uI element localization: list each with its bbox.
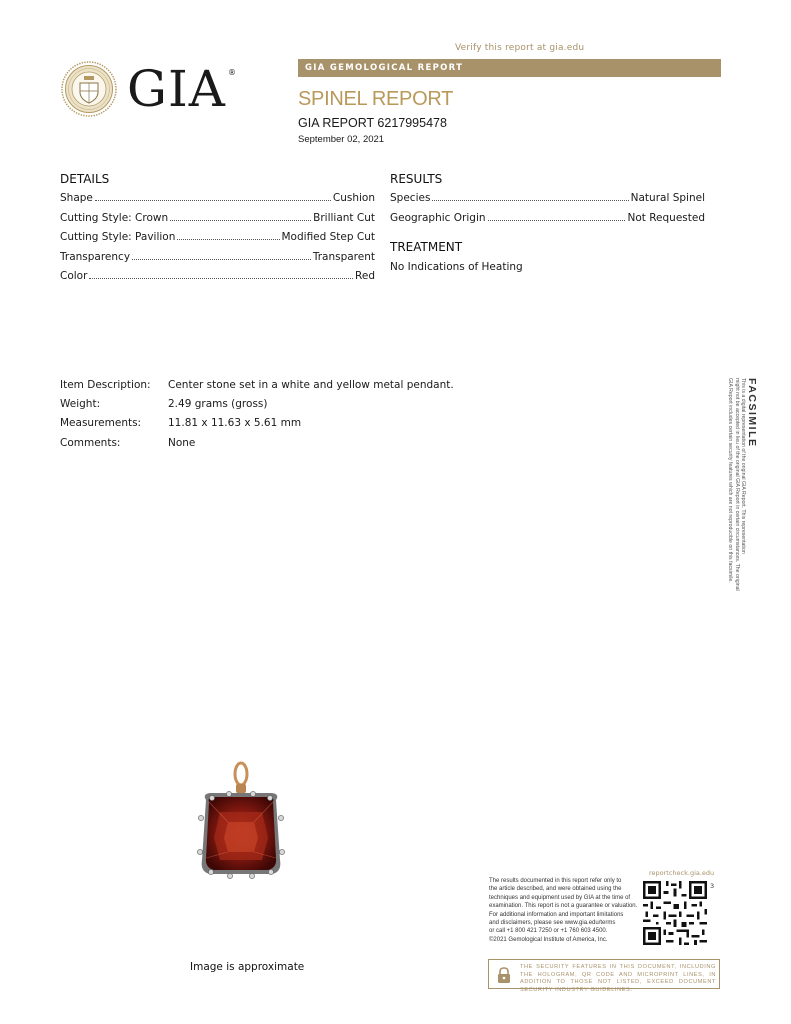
dot-leader (89, 278, 353, 279)
results-list (390, 192, 705, 231)
disclaimer-line: techniques and equipment used by GIA at the time of (489, 894, 631, 901)
disclaimer-line: or call +1 800 421 7250 or +1 760 603 4500. (489, 928, 608, 935)
details-value: Modified Step Cut (281, 231, 375, 243)
details-row-color (60, 270, 375, 290)
report-title: SPINEL REPORT (298, 88, 454, 110)
details-value: Brilliant Cut (313, 211, 375, 224)
details-row-shape (60, 192, 375, 212)
report-disclaimer (489, 877, 640, 944)
details-row-transparency (60, 251, 375, 271)
info-value: None (168, 437, 196, 449)
disclaimer-line: For additional information and important limitations (489, 911, 624, 918)
info-label: Item Description: (60, 379, 151, 391)
info-value: 2.49 grams (gross) (168, 398, 268, 410)
results-value: Not Requested (627, 211, 705, 224)
dot-leader (132, 259, 311, 260)
disclaimer-line: the article described, and were obtained using the (489, 886, 622, 893)
bar-label: GIA GEMOLOGICAL REPORT (305, 63, 464, 73)
results-label: Geographic Origin (390, 211, 486, 224)
facsimile-line-1: This is a digital representation of the original GIA Report. This representation (740, 378, 746, 554)
dot-leader (170, 220, 311, 221)
details-label: Shape (60, 192, 93, 204)
results-value: Natural Spinel (630, 192, 705, 204)
facsimile-line-2: might not be accepted in lieu of the original GIA Report in certain circumstances. The original (733, 378, 740, 591)
details-label: Color (60, 270, 88, 282)
results-row-origin (390, 212, 705, 232)
report-date: September 02, 2021 (298, 134, 385, 145)
registered-mark: ® (228, 68, 236, 77)
lock-icon (495, 966, 513, 984)
details-list (60, 192, 375, 290)
dot-leader (488, 220, 626, 221)
info-label: Comments: (60, 437, 121, 449)
details-label: Transparency (60, 250, 131, 263)
qr-code-icon[interactable] (643, 881, 707, 945)
info-label: Measurements: (60, 417, 142, 429)
image-caption: Image is approximate (190, 961, 305, 973)
security-features-box (488, 959, 720, 993)
facsimile-line-3: GIA Report includes certain security features which are not reproducible on this facsimile. (727, 378, 734, 583)
spinel-pendant-image (188, 760, 294, 900)
facsimile-title: FACSIMILE (746, 378, 758, 448)
results-heading: RESULTS (390, 172, 443, 186)
info-value: Center stone set in a white and yellow metal pendant. (168, 379, 454, 391)
disclaimer-line: and disclaimers, please see www.gia.edu/terms (489, 920, 616, 927)
info-label: Weight: (60, 398, 101, 410)
security-features-text: THE SECURITY FEATURES IN THIS DOCUMENT, INCLUDING THE HOLOGRAM, QR CODE AND MICROPRINT LINES, IN ADDITION TO THOSE NOT LISTED, EXCEED DOCUMENT SECURITY INDUSTRY GUIDELINES. (520, 964, 716, 993)
qr-number: 3 (710, 882, 715, 890)
details-row-pavilion (60, 231, 375, 251)
details-row-crown (60, 212, 375, 232)
treatment-value: No Indications of Heating (390, 261, 523, 273)
verify-link-text: Verify this report at gia.edu (455, 43, 585, 53)
details-heading: DETAILS (60, 172, 110, 186)
gemological-report-bar (298, 59, 721, 77)
dot-leader (432, 200, 628, 201)
details-value: Red (355, 270, 375, 282)
treatment-heading: TREATMENT (390, 240, 463, 254)
results-label: Species (390, 192, 431, 204)
facsimile-notice (728, 378, 758, 650)
disclaimer-line: ©2021 Gemological Institute of America, Inc. (489, 936, 608, 943)
gia-logo-text: GIA (127, 60, 226, 118)
results-row-species (390, 192, 705, 212)
details-value: Transparent (312, 250, 375, 263)
reportcheck-link[interactable]: reportcheck.gia.edu (649, 869, 715, 877)
details-label: Cutting Style: Crown (60, 211, 169, 224)
dot-leader (95, 200, 331, 201)
disclaimer-line: examination. This report is not a guarantee or valuation. (489, 903, 638, 910)
report-number: GIA REPORT 6217995478 (298, 116, 447, 130)
details-value: Cushion (332, 192, 375, 204)
disclaimer-line: The results documented in this report refer only to (489, 878, 622, 884)
info-value: 11.81 x 11.63 x 5.61 mm (168, 417, 302, 429)
details-label: Cutting Style: Pavilion (60, 231, 176, 243)
gia-seal-icon (61, 61, 117, 117)
dot-leader (177, 239, 279, 240)
